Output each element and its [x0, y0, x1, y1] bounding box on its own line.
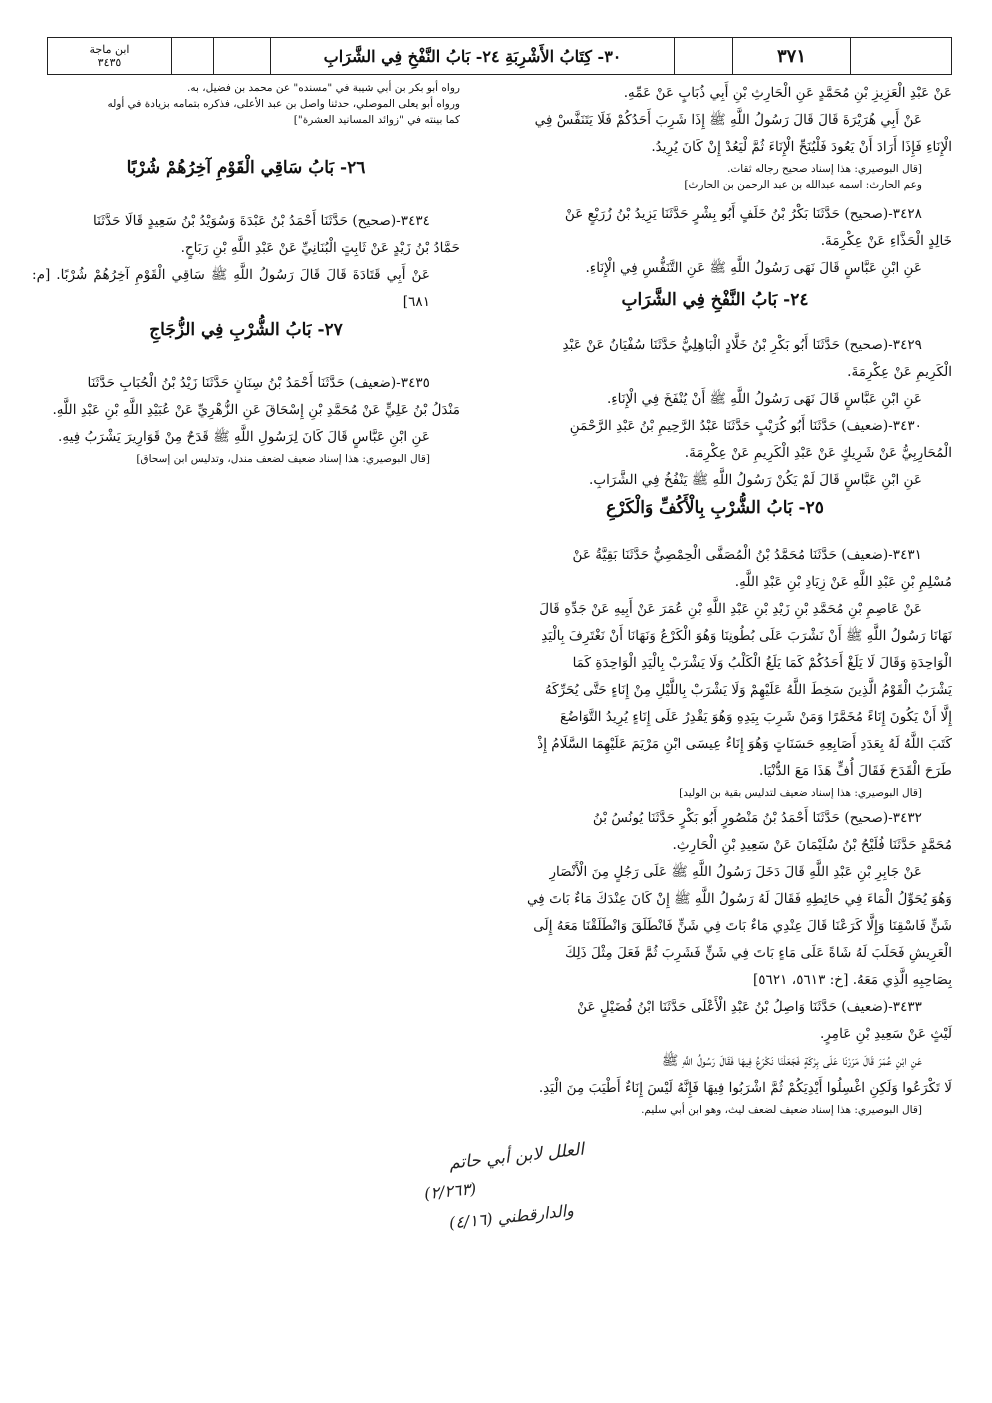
hadith-text: الْمُحَارِبِيُّ عَنْ شَرِيكٍ عَنْ عَبْدِ الْكَرِيمِ عَنْ عِكْرِمَةَ. [684, 445, 952, 461]
hadith-text: عَنْ أَبِي هُرَيْرَةَ قَالَ قَالَ رَسُولُ اللَّهِ ﷺ إِذَا شَرِبَ أَحَدُكُمْ فَلَا يَتَنَفَّسْ فِي [534, 112, 922, 128]
handwritten-annotation [300, 1139, 585, 1248]
hadith-text: مُحَمَّدٍ حَدَّثَنَا فُلَيْحُ بْنُ سُلَيْمَانَ عَنْ سَعِيدِ بْنِ الْحَارِثِ. [672, 837, 952, 853]
handwriting-drawing [300, 1139, 585, 1248]
hadith-text: وَهُوَ يُحَوِّلُ الْمَاءَ فِي حَائِطِهِ فَقَالَ لَهُ رَسُولُ اللَّهِ ﷺ إِنْ كَانَ عِنْدَكَ مَاءٌ بَاتَ فِي [526, 891, 952, 907]
hadith-text: الْعَرِيشِ فَحَلَبَ لَهُ شَاةً عَلَى مَاءٍ بَاتَ فِي شَنٍّ فَشَرِبَ ثُمَّ فَعَلَ مِثْلَ ذَلِكَ [565, 945, 952, 961]
hadith-text: عَنِ ابْنِ عَبَّاسٍ قَالَ نَهَى رَسُولُ اللَّهِ ﷺ أَنْ يُنْفَخَ فِي الْإِنَاءِ. [606, 391, 922, 407]
footnote: رواه أبو بكر بن أبي شيبة في "مسنده" عن محمد بن فضيل، به. [187, 82, 460, 94]
hadith-text: الْكَرِيمِ عَنْ عِكْرِمَةَ. [847, 364, 952, 380]
hadith-3433-chain: ٣٤٣٣-(ضعيف) حَدَّثَنَا وَاصِلُ بْنُ عَبْدِ الْأَعْلَى حَدَّثَنَا ابْنُ فُضَيْلٍ عَنْ [577, 999, 922, 1015]
hadith-text: عَنْ عَاصِمِ بْنِ مُحَمَّدِ بْنِ زَيْدِ بْنِ عَبْدِ اللَّهِ بْنِ عُمَرَ عَنْ أَبِيهِ عَنْ جَدِّهِ قَالَ [539, 601, 922, 617]
hadith-3434-chain: ٣٤٣٤-(صحيح) حَدَّثَنَا أَحْمَدُ بْنُ عَبْدَةَ وَسُوَيْدُ بْنُ سَعِيدٍ قَالَا حَدَّثَنَا [92, 213, 430, 229]
hadith-3429-chain: ٣٤٢٩-(صحيح) حَدَّثَنَا أَبُو بَكْرِ بْنُ خَلَّادٍ الْبَاهِلِيُّ حَدَّثَنَا سُفْيَانُ عَنْ عَبْدِ [562, 337, 922, 353]
empty-cell [214, 38, 271, 74]
running-title: ٣٠- كِتَابُ الأَشْرِبَةِ ٢٤- بَابُ النَّفْخِ فِي الشَّرَابِ [271, 38, 675, 74]
hadith-text: يَشْرَبُ الْقَوْمُ الَّذِينَ سَخِطَ اللَّهُ عَلَيْهِمْ وَلَا يَشْرَبْ بِاللَّيْلِ مِنْ إِنَاءٍ حَتَّى يُحَرِّكَهُ [544, 682, 952, 698]
reference-number: ٣٤٣٥ [97, 56, 122, 69]
hadith-text: إِلَّا أَنْ يَكُونَ إِنَاءً مُخَمَّرًا وَمَنْ شَرِبَ بِيَدِهِ وَهُوَ يَقْدِرُ عَلَى إِنَاءٍ يُرِيدُ التَّوَاضُعَ [559, 709, 952, 725]
handwriting-line-1: العلل لابن أبي حاتم [448, 1139, 585, 1174]
hadith-text: عَنِ ابْنِ عَبَّاسٍ قَالَ كَانَ لِرَسُولِ اللَّهِ ﷺ قَدَحٌ مِنْ قَوَارِيرَ يَشْرَبُ فِيهِ. [58, 429, 430, 445]
chapter-heading-24: ٢٤- بَابُ النَّفْخِ فِي الشَّرَابِ [621, 290, 809, 310]
left-column [32, 80, 460, 467]
page-header-table [47, 37, 952, 75]
hadith-text: شَنٍّ فَاسْقِنَا وَإِلَّا كَرَعْنَا قَالَ عِنْدِي مَاءٌ بَاتَ فِي شَنٍّ فَانْطَلَقَ وَانْطَلَقْنَا مَعَهُ إِلَى [533, 918, 952, 934]
hadith-text: الْإِنَاءِ فَإِذَا أَرَادَ أَنْ يَعُودَ فَلْيُنَحِّ الْإِنَاءَ ثُمَّ لْيَعُدْ إِنْ كَانَ يُرِيدُ. [651, 139, 952, 155]
footnote: ورواه أبو يعلى الموصلي، حدثنا واصل بن عبد الأعلى، فذكره بتمامه بزيادة في أوله [107, 98, 460, 110]
hadith-text: طَرَحَ الْقَدَحَ فَقَالَ أُفٍّ هَذَا مَعَ الدُّنْيَا. [759, 763, 952, 779]
page-number: ٣٧١ [733, 38, 851, 74]
hadith-text: عَنِ ابْنِ عَبَّاسٍ قَالَ نَهَى رَسُولُ اللَّهِ ﷺ عَنِ التَّنَفُّسِ فِي الْإِنَاءِ. [585, 260, 922, 276]
hadith-3432-chain: ٣٤٣٢-(صحيح) حَدَّثَنَا أَحْمَدُ بْنُ مَنْصُورٍ أَبُو بَكْرٍ حَدَّثَنَا يُونُسُ بْنُ [592, 810, 922, 826]
handwriting-line-3: والدارقطني (٤/١٦) [448, 1200, 575, 1233]
reference-cell [48, 38, 172, 74]
footnote: [قال البوصيري: هذا إسناد صحيح رجاله ثقات. [727, 163, 922, 175]
footnote: وعم الحارث: اسمه عبدالله بن عبد الرحمن بن الحارث] [684, 179, 922, 191]
empty-cell [675, 38, 733, 74]
footnote: [قال البوصيري: هذا إسناد ضعيف لتدليس بقية بن الوليد] [679, 787, 922, 799]
hadith-text: خَالِدٍ الْحَذَّاءِ عَنْ عِكْرِمَةَ. [820, 233, 952, 249]
hadith-3430-chain: ٣٤٣٠-(ضعيف) حَدَّثَنَا أَبُو كُرَيْبٍ حَدَّثَنَا عَبْدُ الرَّحِيمِ بْنُ عَبْدِ الرَّحْمَنِ [569, 418, 922, 434]
hadith-text: عَنِ ابْنِ عُمَرَ قَالَ مَرَرْنَا عَلَى بِرْكَةٍ فَجَعَلْنَا نَكْرَعُ فِيهَا فَقَالَ رَسُولُ اللَّهِ ﷺ [661, 1053, 922, 1069]
hadith-text: حَمَّادُ بْنُ زَيْدٍ عَنْ ثَابِتٍ الْبُنَانِيِّ عَنْ عَبْدِ اللَّهِ بْنِ رَبَاحٍ. [180, 240, 460, 256]
hadith-text: الْوَاحِدَةِ وَقَالَ لَا يَلَغْ أَحَدُكُمْ كَمَا يَلَغُ الْكَلْبُ وَلَا يَشْرَبْ بِالْيَدِ الْوَاحِدَةِ كَمَا [572, 655, 952, 671]
right-column [478, 80, 952, 1118]
hadith-text: مُسْلِمِ بْنِ عَبْدِ اللَّهِ عَنْ زِيَادِ بْنِ عَبْدِ اللَّهِ. [734, 574, 952, 590]
hadith-text: لَيْثٍ عَنْ سَعِيدِ بْنِ عَامِرٍ. [819, 1026, 952, 1042]
reference-book: ابن ماجة [89, 43, 130, 56]
hadith-text: بِصَاحِبِهِ الَّذِي مَعَهُ. [خ: ٥٦١٣، ٥٦٢١] [752, 972, 952, 988]
hadith-text: عَنْ عَبْدِ الْعَزِيزِ بْنِ مُحَمَّدٍ عَنِ الْحَارِثِ بْنِ أَبِي ذُبَابٍ عَنْ عَمِّهِ. [623, 85, 952, 101]
hadith-text: عَنِ ابْنِ عَبَّاسٍ قَالَ لَمْ يَكُنْ رَسُولُ اللَّهِ ﷺ يَنْفُخُ فِي الشَّرَابِ. [589, 472, 922, 488]
hadith-text: مَنْدَلُ بْنُ عَلِيٍّ عَنْ مُحَمَّدِ بْنِ إِسْحَاقَ عَنِ الزُّهْرِيِّ عَنْ عُبَيْدِ اللَّهِ بْنِ عَبْدِ اللَّهِ. [52, 402, 460, 418]
empty-cell [851, 38, 951, 74]
handwriting-line-2: (٢/٢٦٣) [423, 1178, 478, 1204]
footnote: [قال البوصيري: هذا إسناد ضعيف لضعف ليث، وهو ابن أبي سليم. [641, 1104, 922, 1116]
hadith-3431-chain: ٣٤٣١-(ضعيف) حَدَّثَنَا مُحَمَّدُ بْنُ الْمُصَفَّى الْحِمْصِيُّ حَدَّثَنَا بَقِيَّةُ عَنْ [572, 547, 922, 563]
hadith-text: عَنْ أَبِي قَتَادَةَ قَالَ قَالَ رَسُولُ اللَّهِ ﷺ سَاقِي الْقَوْمِ آخِرُهُمْ شُرْبًا. [م: ٦٨١] [32, 267, 430, 310]
hadith-text: عَنْ جَابِرِ بْنِ عَبْدِ اللَّهِ قَالَ دَخَلَ رَسُولُ اللَّهِ ﷺ عَلَى رَجُلٍ مِنَ الْأَنْصَارِ [549, 864, 922, 880]
hadith-3428-chain: ٣٤٢٨-(صحيح) حَدَّثَنَا بَكْرُ بْنُ خَلَفٍ أَبُو بِشْرٍ حَدَّثَنَا يَزِيدُ بْنُ زُرَيْعٍ عَنْ [564, 206, 922, 222]
footnote: [قال البوصيري: هذا إسناد ضعيف لضعف مندل، وتدليس ابن إسحاق] [136, 453, 430, 465]
hadith-text: كَتَبَ اللَّهُ لَهُ بِعَدَدِ أَصَابِعِهِ حَسَنَاتٍ وَهُوَ إِنَاءُ عِيسَى ابْنِ مَرْيَمَ عَلَيْهِمَا السَّلَامُ إِذْ [537, 736, 952, 752]
chapter-heading-26: ٢٦- بَابُ سَاقِي الْقَوْمِ آخِرُهُمْ شُرْبًا [126, 158, 366, 178]
hadith-text: نَهَانَا رَسُولُ اللَّهِ ﷺ أَنْ نَشْرَبَ عَلَى بُطُونِنَا وَهُوَ الْكَرْعُ وَنَهَانَا أَنْ نَغْتَرِفَ بِالْيَدِ [541, 628, 952, 644]
empty-cell [172, 38, 214, 74]
hadith-3435-chain: ٣٤٣٥-(ضعيف) حَدَّثَنَا أَحْمَدُ بْنُ سِنَانٍ حَدَّثَنَا زَيْدُ بْنُ الْحُبَابِ حَدَّثَنَا [87, 375, 430, 391]
footnote: كما بينته في "زوائد المسانيد العشرة"] [293, 114, 460, 126]
chapter-heading-25: ٢٥- بَابُ الشُّرْبِ بِالْأَكُفِّ وَالْكَرْعِ [606, 498, 824, 518]
chapter-heading-27: ٢٧- بَابُ الشُّرْبِ فِي الزُّجَاجِ [149, 320, 343, 340]
hadith-text: لَا تَكْرَعُوا وَلَكِنِ اغْسِلُوا أَيْدِيَكُمْ ثُمَّ اشْرَبُوا فِيهَا فَإِنَّهُ لَيْسَ إِنَاءٌ أَطْيَبَ مِنَ الْيَدِ. [538, 1080, 952, 1096]
